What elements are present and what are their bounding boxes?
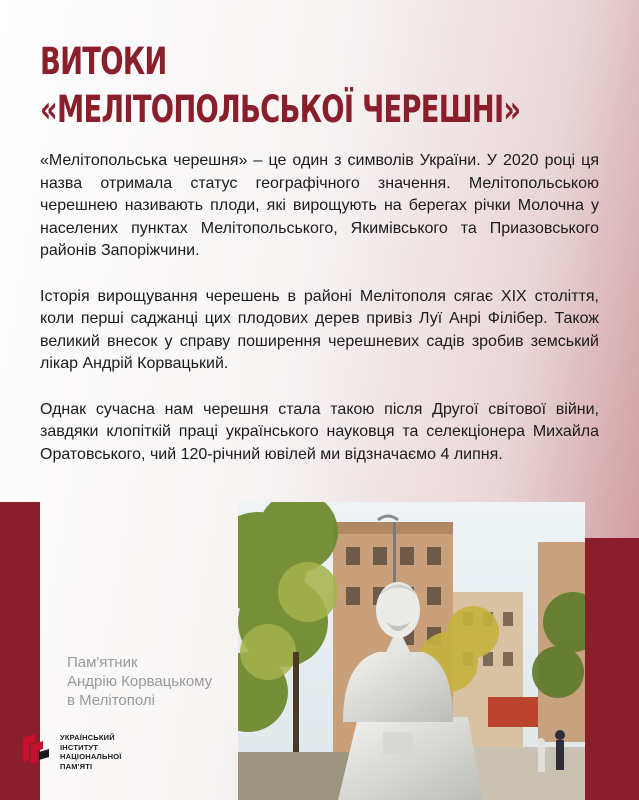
paragraph-1: «Мелітопольська черешня» – це один з символів України. У 2020 році ця назва отримала статус географічного значення. Мелітопольською черешнею називають плоди, які вирощують на берегах річки Молочна у населених пунктах Мелітопольського, Якимівського та Приазовського районів Запоріжчини. (40, 152, 599, 259)
photo-caption (67, 653, 212, 710)
institute-logo-icon (21, 732, 51, 764)
org-line-4: ПАМ'ЯТІ (60, 761, 93, 771)
paragraph-3: Однак сучасна нам черешня стала такою після Другої світової війни, завдяки клопіткій праці українського науковця та селекціонера Михайла Оратовського, чий 120-річний ювілей ми відзначаємо 4 липня. (40, 400, 599, 463)
caption-line-1: Пам'ятник (67, 654, 138, 671)
page-title (40, 38, 521, 134)
caption-line-2: Андрію Корвацькому (67, 673, 213, 690)
org-line-1: УКРАЇНСЬКИЙ (60, 733, 115, 742)
paragraph-2: Історія вирощування черешень в районі Мелітополя сягає XIX століття, коли перші саджанці цих плодових дерев привіз Луї Анрі Філібер. Також великий внесок у справу поширення черешневих садів зробив земський лікар Андрій Корвацький. (40, 287, 599, 372)
caption-line-3: в Мелітополі (67, 692, 155, 709)
title-line-2: «МЕЛІТОПОЛЬСЬКОЇ ЧЕРЕШНІ» (40, 88, 521, 131)
article-body (40, 150, 599, 489)
institute-name (60, 733, 122, 771)
monument-photo (238, 502, 585, 800)
org-line-3: НАЦІОНАЛЬНОЇ (60, 752, 122, 761)
org-line-2: ІНСТИТУТ (60, 742, 99, 752)
title-line-1: ВИТОКИ (40, 40, 167, 83)
right-accent-bar (585, 538, 639, 800)
